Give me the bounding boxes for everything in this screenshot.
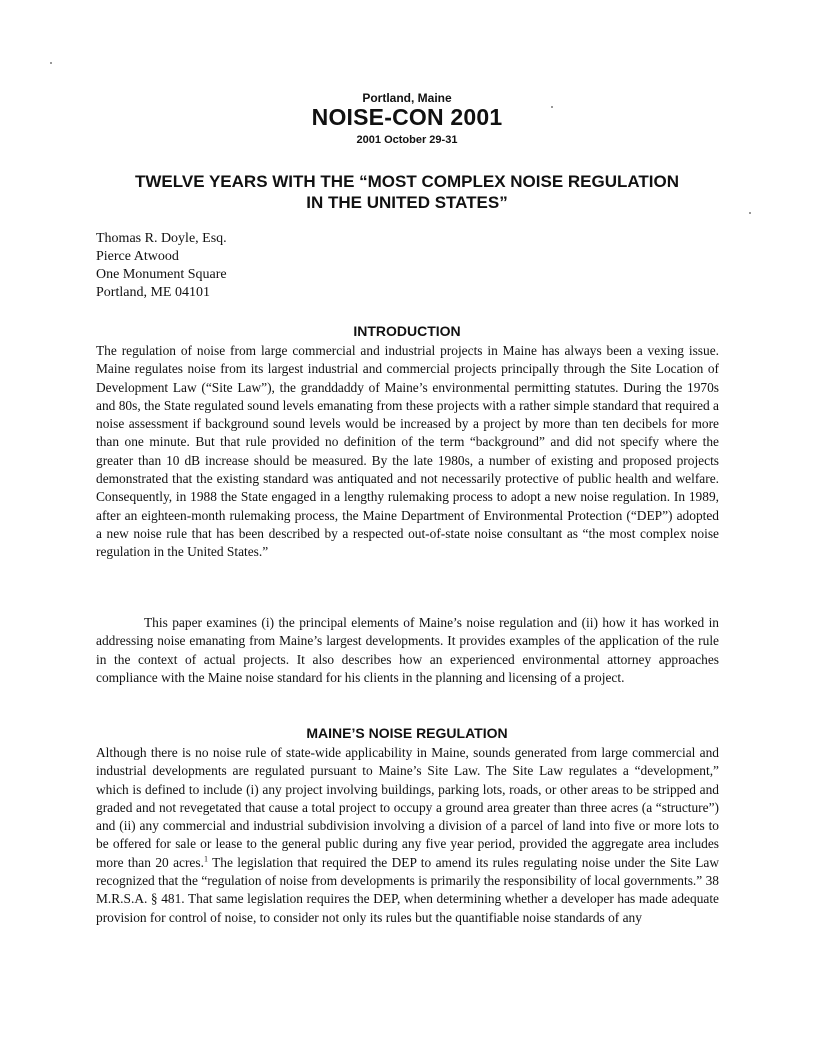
introduction-heading: INTRODUCTION <box>353 323 461 339</box>
author-city: Portland, ME 04101 <box>96 285 210 300</box>
paper-title-line-1: TWELVE YEARS WITH THE “MOST COMPLEX NOISE REGULATION <box>134 172 680 191</box>
author-street: One Monument Square <box>96 267 227 282</box>
conference-location: Portland, Maine <box>362 91 452 105</box>
paper-title-line-2: IN THE UNITED STATES” <box>306 193 508 212</box>
paper-title <box>60 171 754 213</box>
conference-dates: 2001 October 29-31 <box>356 134 458 146</box>
author-firm: Pierce Atwood <box>96 249 179 264</box>
conference-name: NOISE-CON 2001 <box>311 104 503 130</box>
scan-speck <box>551 106 553 108</box>
regulation-paragraph-1-text-a: Although there is no noise rule of state-wide applicability in Maine, sounds generated from large commercial and industrial developments are regulated pursuant to Maine’s Site Law. The Site Law regulates a “development,” which is defined to include (i) any project involving buildings, parking lots, roads, or other areas to be stripped and graded and not revegetated that cause a total project to occupy a ground area greater than three acres (a “structure”) and (ii) any commercial and industrial subdivision involving a division of a parcel of land into five or more lots to be offered for sale or lease to the general public during any five year period, provided the aggregate area includes more than 20 acres. <box>96 745 719 870</box>
author-block <box>96 230 227 302</box>
introduction-paragraph-2: This paper examines (i) the principal elements of Maine’s noise regulation and (ii) how it has worked in addressing noise emanating from Maine’s largest developments. It provides examples of the application of the rule in the context of actual projects. It also describes how an experienced environmental attorney approaches compliance with the Maine noise standard for his clients in the planning and licensing of a project. <box>96 615 719 685</box>
regulation-paragraph-1 <box>96 744 719 927</box>
scan-speck <box>50 62 52 64</box>
author-name: Thomas R. Doyle, Esq. <box>96 231 227 246</box>
scan-speck <box>749 212 751 214</box>
footnote-reference: 1 <box>203 854 208 864</box>
regulation-paragraph-1-text-b: The legislation that required the DEP to amend its rules regulating noise under the Site Law recognized that the “regulation of noise from developments is primarily the responsibility of local governments.” 38 M.R.S.A. § 481. That same legislation requires the DEP, when determining whether a developer has made adequate provision for control of noise, to consider not only its rules but the quantifiable noise standards of any <box>96 854 719 925</box>
introduction-paragraph-1: The regulation of noise from large commercial and industrial projects in Maine has always been a vexing issue. Maine regulates noise from its largest industrial and commercial projects principally through the Site Location of Development Law (“Site Law”), the granddaddy of Maine’s environmental permitting statutes. During the 1970s and 80s, the State regulated sound levels emanating from these projects with a rather simple standard that required a noise assessment if background sound levels would be increased by a project by more than ten decibels for more than one minute. But that rule provided no definition of the term “background” and did not specify where the greater than 10 dB increase should be measured. By the late 1980s, a number of existing and proposed projects demonstrated that the existing standard was antiquated and not necessarily protective of public health and welfare. Consequently, in 1988 the State engaged in a lengthy rulemaking process to adopt a new noise regulation. In 1989, after an eighteen-month rulemaking process, the Maine Department of Environmental Protection (“DEP”) adopted a new noise rule that has been described by a respected out-of-state noise consultant as “the most complex noise regulation in the United States.” <box>96 343 719 560</box>
regulation-heading: MAINE’S NOISE REGULATION <box>306 725 508 741</box>
